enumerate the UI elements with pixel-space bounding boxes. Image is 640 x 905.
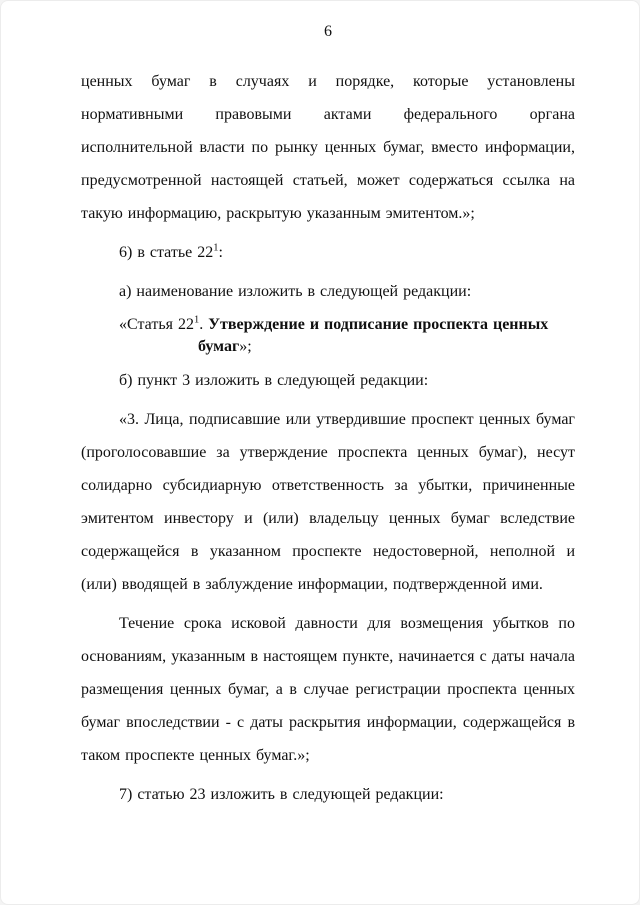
list-item-6-superscript: 1 [213, 242, 219, 254]
article-title-suffix: »; [239, 338, 252, 355]
article-title-separator: . [199, 316, 209, 333]
list-item-6-colon: : [218, 244, 223, 261]
subitem-b: б) пункт 3 изложить в следующей редакции: [119, 372, 429, 389]
article-title-superscript: 1 [193, 314, 200, 326]
subitem-a: а) наименование изложить в следующей редакции: [119, 283, 472, 300]
point-3-paragraph-1: «3. Лица, подписавшие или утвердившие проспект ценных бумаг (проголосовавшие за утверждение проспекта ценных бумаг), несут солидарно субсидиарную ответственность за убытки, причиненные эмитентом инвестору и (или) владельцу ценных бумаг вследствие содержащейся в указанном проспекте недостоверной, неполной и (или) вводящей в заблуждение информации, подтвержденной ими. [81, 411, 575, 593]
list-item-7: 7) статью 23 изложить в следующей редакции: [119, 786, 444, 803]
list-item-6 [81, 236, 575, 269]
paragraph-continuation: ценных бумаг в случаях и порядке, которые установлены нормативными правовыми актами федерального органа исполнительной власти по рынку ценных бумаг, вместо информации, предусмотренной настоящей статьей, может содержаться ссылка на такую информацию, раскрытую указанным эмитентом.»; [81, 73, 575, 222]
point-3-paragraph-2: Течение срока исковой давности для возмещения убытков по основаниям, указанным в настоящем пункте, начинается с даты начала размещения ценных бумаг, а в случае регистрации проспекта ценных бумаг впоследствии - с даты раскрытия информации, содержащейся в таком проспекте ценных бумаг.»; [81, 615, 575, 764]
article-title [81, 314, 575, 358]
article-title-prefix: «Статья 22 [119, 316, 194, 333]
page-number: 6 [324, 23, 332, 40]
list-item-6-text: 6) в статье 22 [119, 244, 214, 261]
article-title-bold-text: Утверждение и подписание проспекта ценных бумаг [198, 316, 549, 355]
